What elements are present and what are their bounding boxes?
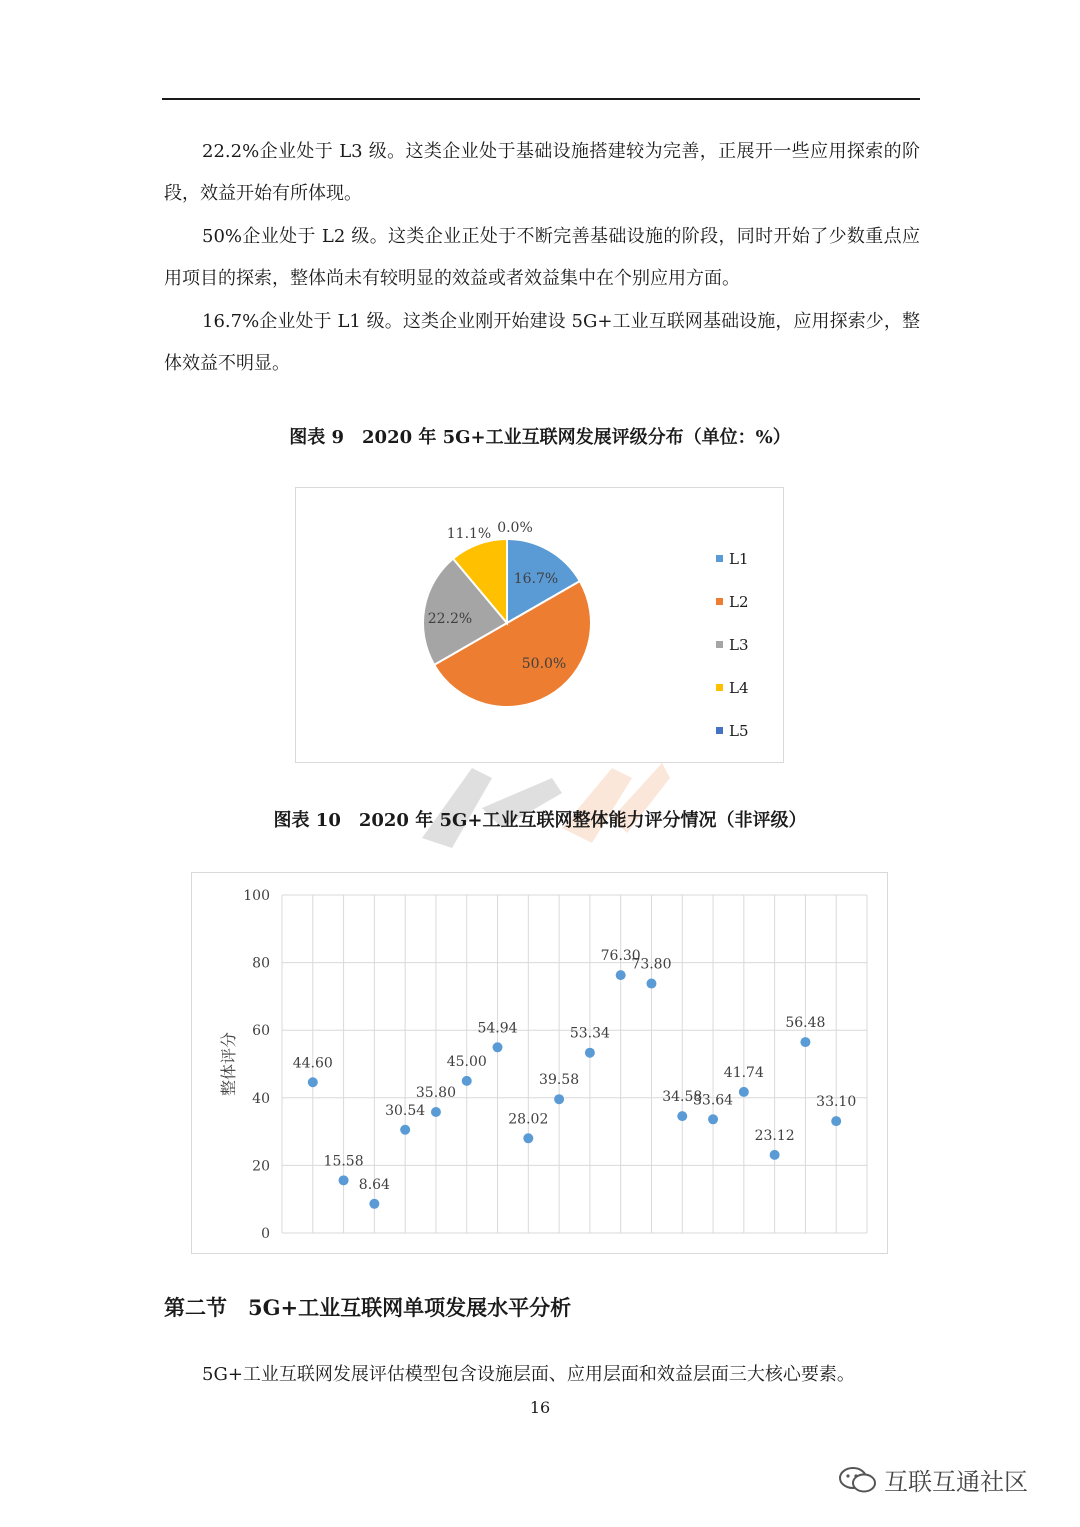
scatter-point (739, 1087, 749, 1097)
pie-legend (716, 537, 749, 752)
pie-chart-frame (295, 487, 784, 763)
legend-swatch (716, 641, 723, 648)
legend-item-l1 (716, 537, 749, 580)
scatter-point (646, 979, 656, 989)
scatter-point (770, 1150, 780, 1160)
y-tick-label: 40 (252, 1090, 270, 1107)
scatter-data-label: 41.74 (723, 1064, 764, 1081)
scatter-data-label: 23.12 (754, 1127, 795, 1144)
legend-item-l3 (716, 623, 749, 666)
pie-label-l4: 11.1% (446, 526, 492, 542)
paragraph-l1: 16.7%企业处于 L1 级。这类企业刚开始建设 5G+工业互联网基础设施，应用探索少，整体效益不明显。 (164, 311, 920, 374)
watermark (838, 1462, 1028, 1497)
scatter-data-label: 56.48 (785, 1015, 826, 1032)
scatter-point (431, 1107, 441, 1117)
scatter-data-label: 34.58 (662, 1089, 703, 1106)
legend-item-l5 (716, 709, 749, 752)
legend-swatch (716, 684, 723, 691)
scatter-point (462, 1076, 472, 1086)
pie-label-l1: 16.7% (513, 571, 559, 587)
y-tick-label: 0 (261, 1226, 270, 1242)
legend-label: L3 (729, 635, 749, 654)
scatter-chart-frame (191, 872, 888, 1254)
scatter-chart (192, 873, 887, 1253)
scatter-point (400, 1125, 410, 1135)
scatter-data-label: 73.80 (631, 956, 672, 973)
scatter-data-label: 39.58 (539, 1072, 580, 1089)
scatter-data-label: 54.94 (477, 1020, 518, 1037)
scatter-point (800, 1037, 810, 1047)
header-rule (162, 98, 920, 100)
scatter-data-label: 28.02 (508, 1111, 549, 1128)
scatter-data-label: 15.58 (323, 1153, 364, 1170)
legend-label: L5 (729, 721, 749, 740)
legend-label: L4 (729, 678, 749, 697)
scatter-data-label: 33.10 (816, 1094, 857, 1111)
scatter-point (554, 1094, 564, 1104)
figure10-caption: 图表 10 2020 年 5G+工业互联网整体能力评分情况（非评级） (273, 810, 807, 831)
scatter-data-label: 30.54 (385, 1102, 426, 1119)
y-tick-label: 100 (243, 888, 270, 904)
body-paragraph: 5G+工业互联网发展评估模型包含设施层面、应用层面和效益层面三大核心要素。 (202, 1364, 855, 1385)
scatter-point (708, 1114, 718, 1124)
scatter-point (493, 1042, 503, 1052)
scatter-point (369, 1199, 379, 1209)
y-tick-label: 80 (252, 955, 270, 972)
scatter-data-label: 76.30 (600, 948, 641, 965)
scatter-data-label: 45.00 (446, 1053, 487, 1070)
y-tick-label: 60 (252, 1023, 270, 1040)
scatter-data-label: 53.34 (569, 1025, 610, 1042)
legend-swatch (716, 555, 723, 562)
scatter-data-label: 35.80 (415, 1084, 456, 1101)
section-heading: 第二节 5G+工业互联网单项发展水平分析 (164, 1295, 572, 1320)
scatter-point (523, 1133, 533, 1143)
legend-item-l4 (716, 666, 749, 709)
legend-swatch (716, 598, 723, 605)
wechat-icon (838, 1465, 878, 1495)
page-number: 16 (529, 1398, 551, 1417)
legend-label: L1 (729, 549, 749, 568)
scatter-point (616, 970, 626, 980)
paragraph-l2: 50%企业处于 L2 级。这类企业正处于不断完善基础设施的阶段，同时开始了少数重点应用项目的探索，整体尚未有较明显的效益或者效益集中在个别应用方面。 (164, 226, 920, 289)
scatter-point (339, 1175, 349, 1185)
pie-label-l5: 0.0% (497, 520, 533, 536)
legend-item-l2 (716, 580, 749, 623)
background-watermark-logo (412, 748, 672, 858)
pie-chart (296, 488, 783, 762)
y-tick-label: 20 (252, 1158, 270, 1175)
pie-label-l3: 22.2% (427, 611, 473, 627)
watermark-text: 互联互通社区 (884, 1468, 1028, 1496)
paragraph-l3: 22.2%企业处于 L3 级。这类企业处于基础设施搭建较为完善，正展开一些应用探索的阶段，效益开始有所体现。 (164, 141, 920, 204)
scatter-point (831, 1116, 841, 1126)
scatter-point (677, 1111, 687, 1121)
scatter-point (585, 1048, 595, 1058)
legend-swatch (716, 727, 723, 734)
figure9-caption: 图表 9 2020 年 5G+工业互联网发展评级分布（单位：%） (289, 427, 791, 448)
scatter-data-label: 44.60 (292, 1055, 333, 1072)
y-axis-label: 整体评分 (219, 1031, 238, 1097)
scatter-data-label: 33.64 (693, 1092, 734, 1109)
legend-label: L2 (729, 592, 749, 611)
scatter-point (308, 1077, 318, 1087)
scatter-data-label: 8.64 (358, 1176, 390, 1193)
pie-label-l2: 50.0% (521, 656, 567, 672)
